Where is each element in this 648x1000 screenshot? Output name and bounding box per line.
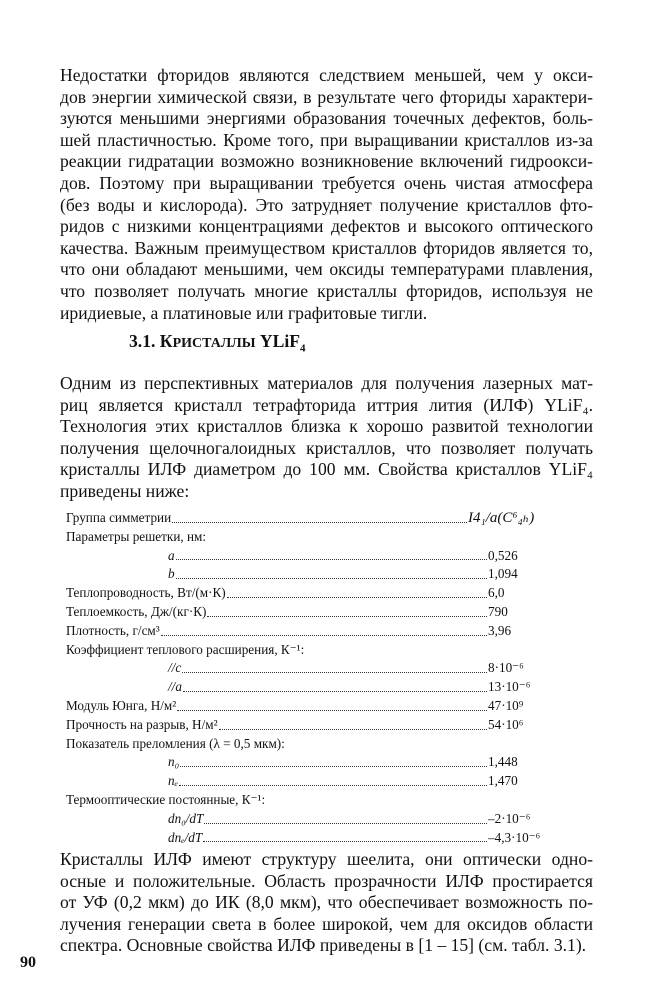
property-value: 790 xyxy=(488,603,508,619)
property-row xyxy=(66,584,546,603)
text-line: дов. Поэтому при выращивании требуется очень чистая атмосфера xyxy=(60,172,593,193)
text-line: спектра. Основные свойства ИЛФ приведены в [1 – 15] (см. табл. 3.1). xyxy=(60,935,587,956)
text-line: риц является кристалл тетрафторида иттрия лития (ИЛФ) YLiF₄. xyxy=(60,394,593,415)
text-line: кристаллы ИЛФ диаметром до 100 мм. Свойства кристаллов YLiF₄ xyxy=(60,459,593,480)
leader-dots xyxy=(179,785,487,786)
property-label: dnₑ/dT xyxy=(168,829,203,845)
property-label: //a xyxy=(168,679,182,695)
property-label: Теплоемкость, Дж/(кг·К) xyxy=(66,603,207,619)
text-line: шей пластичностью. Кроме того, при выращивании кристаллов из-за xyxy=(60,129,593,150)
text-line: Технология этих кристаллов близка к хорошо развитой технологии xyxy=(60,416,593,437)
text-line: приведены ниже: xyxy=(60,480,190,501)
property-value: –4,3·10⁻⁶ xyxy=(488,829,541,845)
text-line: иридиевые, а платиновые или графитовые тигли. xyxy=(60,302,428,323)
property-value: 6,0 xyxy=(488,585,505,601)
text-line: ридов с низкими концентрациями дефектов и высокого оптического xyxy=(60,216,593,237)
leader-dots xyxy=(176,559,487,560)
property-label: Теплопроводность, Вт/(м·К) xyxy=(66,585,226,601)
scheelite-paragraph xyxy=(60,849,593,957)
leader-dots xyxy=(183,691,487,692)
property-row xyxy=(66,565,546,584)
leader-dots xyxy=(203,841,487,842)
leader-dots xyxy=(207,616,487,617)
leader-dots xyxy=(180,766,487,767)
text-line: дов энергии химической связи, в результате чего фториды характери- xyxy=(60,86,593,107)
section-formula: YLiF$_4$ xyxy=(259,331,306,355)
property-label: Прочность на разрыв, Н/м² xyxy=(66,716,218,732)
text-line: Кристаллы ИЛФ имеют структуру шеелита, они оптически одно- xyxy=(60,849,593,869)
text-line: получения щелочногалоидных кристаллов, что позволяет получать xyxy=(60,437,593,458)
property-label: Коэффициент теплового расширения, К⁻¹: xyxy=(66,641,305,657)
leader-dots xyxy=(161,635,487,636)
property-value: 1,094 xyxy=(488,566,518,582)
property-value: I4₁/a(C⁶₄ₕ) xyxy=(468,510,535,526)
property-row xyxy=(66,791,546,810)
text-line: что позволяет получать многие кристаллы фторидов, используя не xyxy=(60,280,593,301)
leader-dots xyxy=(172,522,467,523)
property-label: nₑ xyxy=(168,773,179,789)
properties-list xyxy=(66,509,546,847)
property-row xyxy=(66,735,546,754)
property-label: b xyxy=(168,566,175,582)
property-label: dn₀/dT xyxy=(168,810,204,826)
leader-dots xyxy=(182,672,487,673)
text-line: (без воды и кислорода). Это затрудняет получение кристаллов фто- xyxy=(60,194,593,215)
property-label: a xyxy=(168,547,175,563)
property-row xyxy=(66,753,546,772)
property-label: Термооптические постоянные, К⁻¹: xyxy=(66,791,266,807)
property-row xyxy=(66,622,546,641)
leader-dots xyxy=(227,597,487,598)
property-value: 47·10⁹ xyxy=(488,697,524,713)
property-row xyxy=(66,772,546,791)
property-row xyxy=(66,641,546,660)
property-label: Модуль Юнга, Н/м² xyxy=(66,697,177,713)
property-row xyxy=(66,547,546,566)
leader-dots xyxy=(219,729,487,730)
property-value: –2·10⁻⁶ xyxy=(488,810,531,826)
leader-dots xyxy=(176,578,487,579)
text-line: что они обладают меньшими, чем оксиды температурами плавления, xyxy=(60,259,593,280)
text-line: от УФ (0,2 мкм) до ИК (8,0 мкм), что обеспечивает возможность по- xyxy=(60,892,593,913)
property-label: n₀ xyxy=(168,754,180,770)
property-label: Показатель преломления (λ = 0,5 мкм): xyxy=(66,735,285,751)
property-row xyxy=(66,716,546,735)
text-line: качества. Важным преимуществом кристаллов фторидов является то, xyxy=(60,237,593,258)
property-value: 8·10⁻⁶ xyxy=(488,660,524,676)
property-row xyxy=(66,528,546,547)
property-value: 13·10⁻⁶ xyxy=(488,679,531,695)
page-number: 90 xyxy=(20,954,36,971)
property-row xyxy=(66,659,546,678)
text-line: зуются меньшими энергиями образования точечных дефектов, боль- xyxy=(60,108,593,129)
text-line: лучения генерации света в более широкой, чем для оксидов области xyxy=(60,913,593,934)
property-row xyxy=(66,829,546,848)
property-value: 3,96 xyxy=(488,622,512,638)
section-heading xyxy=(129,331,305,355)
text-line: Недостатки фторидов являются следствием меньшей, чем у окси- xyxy=(60,65,593,85)
property-row xyxy=(66,678,546,697)
property-value: 0,526 xyxy=(488,547,518,563)
property-label: //c xyxy=(168,660,182,676)
property-row xyxy=(66,603,546,622)
property-row xyxy=(66,810,546,829)
property-value: 1,470 xyxy=(488,773,518,789)
property-value: 1,448 xyxy=(488,754,518,770)
text-line: реакции гидратации возможно возникновение включений гидроокси- xyxy=(60,151,593,172)
property-label: Параметры решетки, нм: xyxy=(66,528,207,544)
leader-dots xyxy=(204,823,487,824)
text-line: осные и положительные. Область прозрачности ИЛФ простирается xyxy=(60,870,593,891)
intro-paragraph xyxy=(60,65,593,324)
property-row xyxy=(66,697,546,716)
property-value: 54·10⁶ xyxy=(488,716,524,732)
property-label: Плотность, г/см³ xyxy=(66,622,160,638)
leader-dots xyxy=(177,710,487,711)
ylf-intro-paragraph xyxy=(60,373,593,503)
section-number: 3.1. xyxy=(129,331,156,351)
property-label: Группа симметрии xyxy=(66,510,172,525)
section-title: КРИСТАЛЛЫ xyxy=(159,331,256,351)
text-line: Одним из перспективных материалов для получения лазерных мат- xyxy=(60,373,593,393)
property-row xyxy=(66,509,546,528)
